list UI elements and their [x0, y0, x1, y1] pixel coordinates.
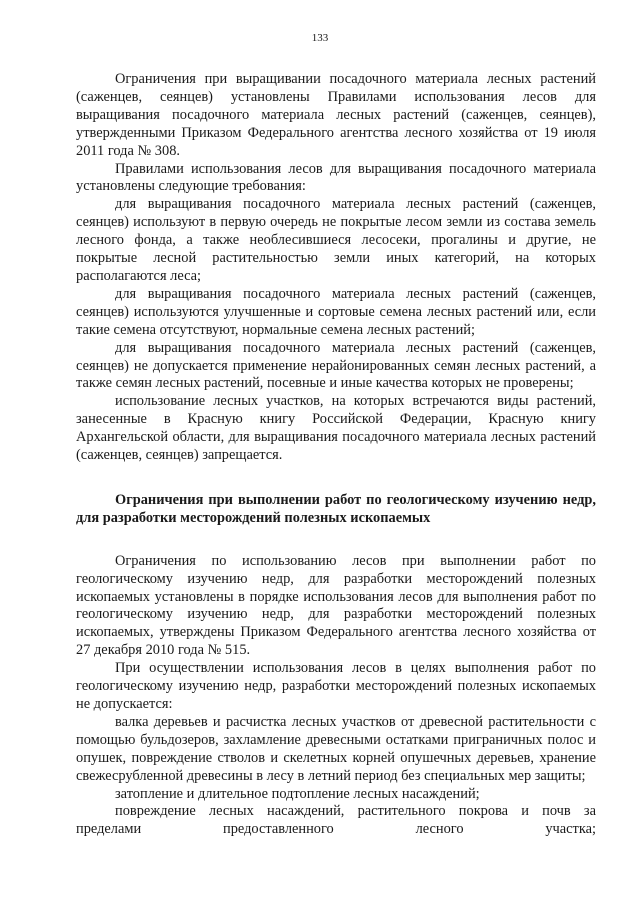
paragraph: При осуществлении использования лесов в целях выполнения работ по геологическому изучению недр, разработки месторождений полезных ископаемых не допускается:: [76, 660, 596, 712]
page-content: [76, 71, 596, 839]
paragraph: Ограничения при выращивании посадочного материала лесных растений (саженцев, сеянцев) установлены Правилами использования лесов для выращивания посадочного материала лесных растений (саженцев, сеянцев), утвержденными Приказом Федерального агентства лесного хозяйства от 19 июля 2011 года № 308.: [76, 71, 596, 159]
section-heading: Ограничения при выполнении работ по геологическому изучению недр, для разработки месторождений полезных ископаемых: [76, 491, 596, 526]
list-item: для выращивания посадочного материала лесных растений (саженцев, сеянцев) используют в первую очередь не покрытые лесом земли из состава земель лесного фонда, а также необлесившиеся лесосеки, прогалины и другие, не покрытые лесной растительностью земли иных категорий, на которых располагаются леса;: [76, 196, 596, 284]
list-item: использование лесных участков, на которых встречаются виды растений, занесенные в Красную книгу Российской Федерации, Красную книгу Архангельской области, для выращивания посадочного материала лесных растений (саженцев, сеянцев) запрещается.: [76, 393, 596, 464]
list-item: для выращивания посадочного материала лесных растений (саженцев, сеянцев) не допускается применение нерайонированных семян лесных растений, а также семян лесных растений, посевные и иные качества которых не проверены;: [76, 339, 596, 392]
paragraph: Правилами использования лесов для выращивания посадочного материала установлены следующие требования:: [76, 160, 596, 195]
list-item: для выращивания посадочного материала лесных растений (саженцев, сеянцев) используются улучшенные и сортовые семена лесных растений или, если такие семена отсутствуют, нормальные семена лесных растений;: [76, 285, 596, 338]
list-item: валка деревьев и расчистка лесных участков от древесной растительности с помощью бульдозеров, захламление древесными остатками приграничных полос и опушек, повреждение стволов и скелетных корней опушечных деревьев, хранение свежесрубленной древесины в лесу в летний период без специальных мер защиты;: [76, 713, 596, 784]
list-item: повреждение лесных насаждений, растительного покрова и почв за пределами предоставленного лесного участка;: [76, 803, 596, 838]
list-item: затопление и длительное подтопление лесных насаждений;: [115, 785, 480, 802]
paragraph: Ограничения по использованию лесов при выполнении работ по геологическому изучению недр, для разработки месторождений полезных ископаемых установлены в порядке использования лесов для выполнения работ по геологическому изучению недр, для разработки месторождений полезных ископаемых, утверждены Приказом Федерального агентства лесного хозяйства от 27 декабря 2010 года № 515.: [76, 552, 596, 659]
page-number: 133: [311, 32, 329, 44]
